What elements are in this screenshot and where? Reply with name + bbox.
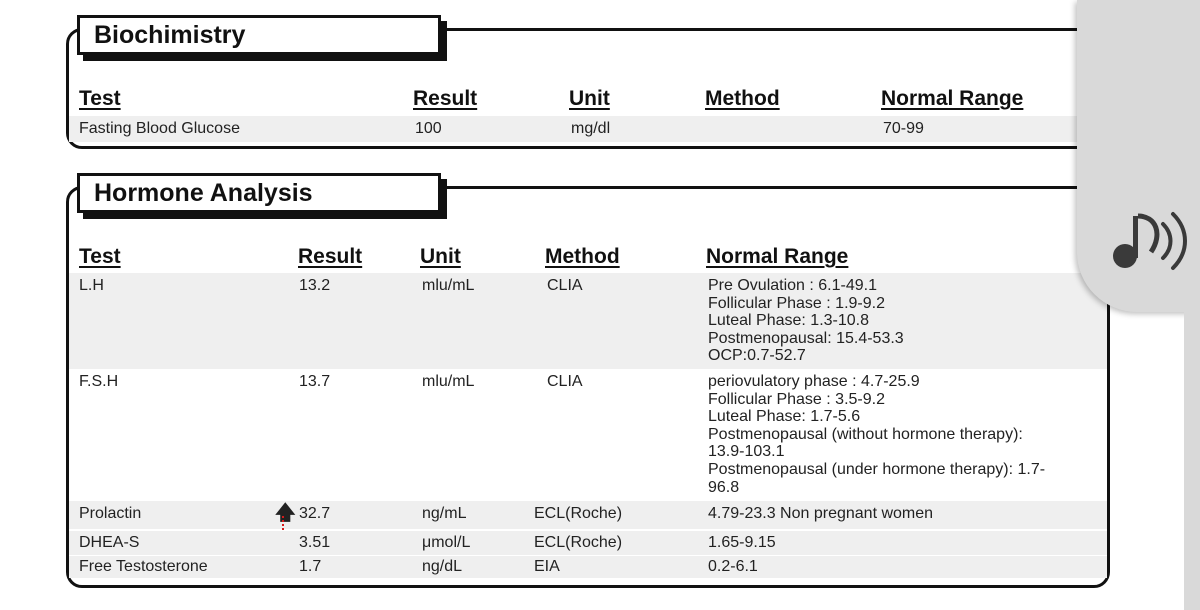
cell-test: L.H (79, 277, 104, 294)
cell-method: ECL(Roche) (534, 505, 623, 522)
cell-test: Prolactin (79, 505, 142, 522)
section-title: Biochimistry (77, 15, 441, 55)
header-method: Method (705, 87, 780, 110)
cell-result: 13.2 (299, 277, 331, 294)
cell-unit: mlu/mL (422, 373, 475, 390)
cell-test: Fasting Blood Glucose (79, 120, 240, 137)
section-title: Hormone Analysis (77, 173, 441, 213)
table-row (69, 273, 1107, 369)
cell-range: periovulatory phase : 4.7-25.9 Follicular Phase : 3.5-9.2 Luteal Phase: 1.7-5.6 Postmenopausal (without hormone therapy): 13.9-103.1 Postmenopausal (under hormone therapy): 1.7- 96.8 (708, 373, 1046, 496)
header-unit: Unit (569, 87, 610, 110)
cell-range: Pre Ovulation : 6.1-49.1 Follicular Phase : 1.9-9.2 Luteal Phase: 1.3-10.8 Postmenopausal: 15.4-53.3 OCP:0.7-52.7 (708, 277, 904, 365)
cell-range: 0.2-6.1 (708, 558, 758, 575)
header-range: Normal Range (706, 245, 849, 268)
cell-test: F.S.H (79, 373, 119, 390)
header-test: Test (79, 245, 121, 268)
header-result: Result (298, 245, 363, 268)
table-row (69, 369, 1107, 499)
cell-unit: μmol/L (422, 534, 471, 551)
audio-overlay-panel (1077, 0, 1200, 312)
cell-method: ECL(Roche) (534, 534, 623, 551)
table-row (69, 556, 1107, 578)
hormone-analysis-section (66, 179, 1110, 588)
header-test: Test (79, 87, 121, 110)
biochemistry-section (66, 21, 1110, 149)
cell-unit: ng/dL (422, 558, 463, 575)
cell-result: 3.51 (299, 534, 331, 551)
cell-unit: ng/mL (422, 505, 467, 522)
header-unit: Unit (420, 245, 461, 268)
table-row (69, 501, 1107, 529)
cell-test: DHEA-S (79, 534, 140, 551)
header-range: Normal Range (881, 87, 1024, 110)
cell-range: 4.79-23.3 Non pregnant women (708, 505, 934, 522)
cell-unit: mg/dl (571, 120, 611, 137)
table-row (69, 531, 1107, 555)
cell-range: 1.65-9.15 (708, 534, 776, 551)
cell-unit: mlu/mL (422, 277, 475, 294)
cell-method: EIA (534, 558, 560, 575)
table-row (69, 116, 1107, 142)
header-method: Method (545, 245, 620, 268)
header-result: Result (413, 87, 478, 110)
cell-result: 13.7 (299, 373, 331, 390)
cell-result: 100 (415, 120, 442, 137)
audio-overlay-edge (1184, 312, 1200, 610)
cell-test: Free Testosterone (79, 558, 208, 575)
cell-result: 1.7 (299, 558, 322, 575)
audio-note-icon[interactable] (1111, 200, 1200, 280)
cell-method: CLIA (547, 277, 583, 294)
cell-method: CLIA (547, 373, 583, 390)
cell-result: 32.7 (299, 505, 331, 522)
high-flag-arrow-icon: 🡅 (275, 502, 296, 524)
cell-range: 70-99 (883, 120, 924, 137)
